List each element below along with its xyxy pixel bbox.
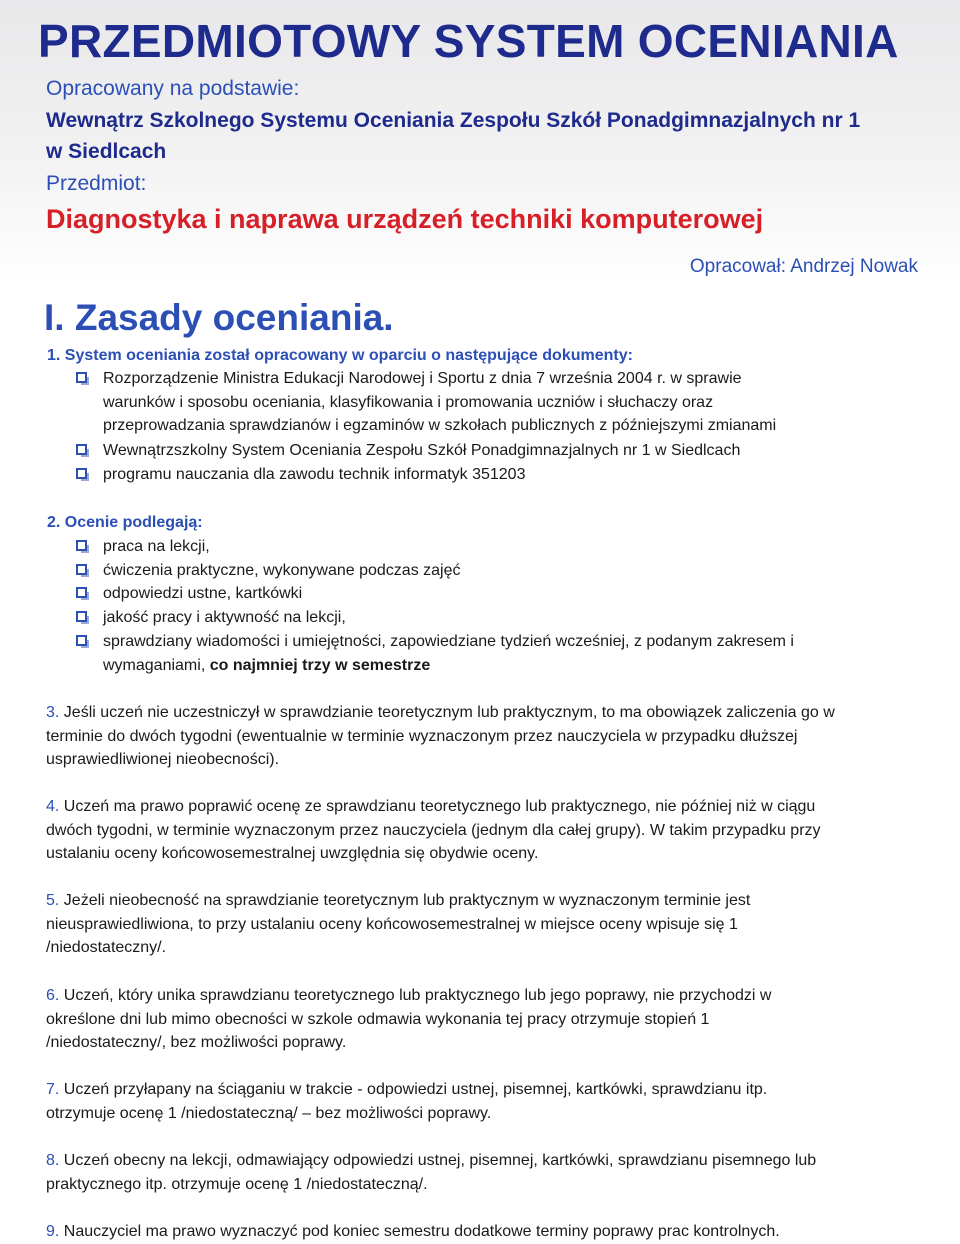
rule-line: Uczeń obecny na lekcji, odmawiający odpowiedzi ustnej, pisemnej, kartkówki, sprawdzianu pisemnego lub (63, 1152, 817, 1169)
based-on-document-line1: Wewnątrz Szkolnego Systemu Oceniania Zespołu Szkół Ponadgimnazjalnych nr 1 (46, 109, 861, 132)
rule-line: ustalaniu oceny końcowosemestralnej uwzględnia się obydwie oceny. (46, 845, 539, 862)
list-item (76, 630, 916, 678)
section-title: I. Zasady oceniania. (44, 297, 394, 338)
list-item (76, 463, 916, 487)
rule-line: Nauczyciel ma prawo wyznaczyć pod koniec semestru dodatkowe terminy poprawy prac kontrolnych. (63, 1223, 780, 1240)
rule-line: Uczeń, który unika sprawdzianu teoretycznego lub praktycznego lub jego poprawy, nie przychodzi w (63, 987, 772, 1004)
rule-line: /niedostateczny/, bez możliwości poprawy. (46, 1034, 347, 1051)
rule-line: określone dni lub mimo obecności w szkole odmawia wykonania tej pracy otrzymuje stopień 1 (46, 1010, 710, 1028)
list-item-line: warunków i sposobu oceniania, klasyfikowania i promowania uczniów i słuchaczy oraz (103, 393, 714, 411)
rule-number: 4. (46, 798, 60, 815)
list-item (76, 367, 916, 439)
checkbox-bullet-icon (76, 587, 87, 598)
rule-line: terminie do dwóch tygodni (ewentualnie w terminie wyznaczonym przez nauczyciela w przypadku dłuższej (46, 727, 798, 745)
rule-paragraph (46, 889, 926, 960)
rule-paragraph (46, 795, 926, 866)
list-item-line: programu nauczania dla zawodu technik informatyk 351203 (103, 466, 526, 483)
list-item-line: ćwiczenia praktyczne, wykonywane podczas zajęć (103, 562, 461, 579)
checkbox-bullet-icon (76, 372, 87, 383)
list-item (76, 606, 916, 630)
list-item-line: jakość pracy i aktywność na lekcji, (103, 609, 346, 626)
checkbox-bullet-icon (76, 540, 87, 551)
rule-line: Jeżeli nieobecność na sprawdzianie teoretycznym lub praktycznym w wyznaczonym terminie jest (63, 892, 751, 909)
rule-line: Uczeń przyłapany na ściąganiu w trakcie - odpowiedzi ustnej, pisemnej, kartkówki, sprawdzianu itp. (63, 1081, 768, 1098)
point2-title-text: Ocenie podlegają: (64, 514, 203, 531)
subject-name: Diagnostyka i naprawa urządzeń techniki komputerowej (46, 204, 764, 234)
list-item-line (103, 654, 913, 678)
point2-title (47, 512, 203, 534)
point1-title: 1. System oceniania został opracowany w oparciu o następujące dokumenty: (47, 347, 633, 364)
list-item (76, 559, 916, 583)
rule-paragraph (46, 1078, 926, 1125)
list-item-line: przeprowadzania sprawdzianów i egzaminów w szkołach publicznych z późniejszymi zmianami (103, 417, 777, 434)
rule-line: nieusprawiedliwiona, to przy ustalaniu oceny końcowosemestralnej w miejsce oceny wpisuje się 1 (46, 915, 738, 933)
list-item (76, 535, 916, 559)
checkbox-bullet-icon (76, 635, 87, 646)
point2-number: 2. (47, 514, 61, 531)
checkbox-bullet-icon (76, 468, 87, 479)
rule-number: 3. (46, 704, 60, 721)
rule-number: 9. (46, 1223, 60, 1240)
rule-line: Uczeń ma prawo poprawić ocenę ze sprawdzianu teoretycznego lub praktycznego, nie później niż w ciągu (63, 798, 816, 815)
list-item-line: Rozporządzenie Ministra Edukacji Narodowej i Sportu z dnia 7 września 2004 r. w sprawie (103, 370, 742, 387)
rule-line: praktycznego itp. otrzymuje ocenę 1 /niedostateczną/. (46, 1175, 428, 1193)
checkbox-bullet-icon (76, 611, 87, 622)
rule-number: 7. (46, 1081, 60, 1098)
based-on-document-line2: w Siedlcach (46, 140, 167, 163)
rule-number: 8. (46, 1152, 60, 1169)
rule-line: /niedostateczny/. (46, 939, 167, 956)
list-item-text: wymaganiami, (103, 656, 210, 674)
rule-number: 5. (46, 892, 60, 909)
rule-paragraph (46, 984, 926, 1055)
checkbox-bullet-icon (76, 444, 87, 455)
list-item (76, 582, 916, 606)
based-on-label: Opracowany na podstawie: (46, 77, 300, 100)
rule-paragraph (46, 1220, 926, 1244)
rule-paragraph (46, 701, 926, 772)
list-item (76, 439, 916, 463)
rule-number: 6. (46, 987, 60, 1004)
rule-line: usprawiedliwionej nieobecności). (46, 751, 280, 768)
rule-paragraph (46, 1149, 926, 1196)
author: Opracował: Andrzej Nowak (689, 256, 918, 277)
page-title: PRZEDMIOTOWY SYSTEM OCENIANIA (38, 15, 899, 67)
list-item-line: odpowiedzi ustne, kartkówki (103, 585, 303, 602)
rule-line: otrzymuje ocenę 1 /niedostateczną/ – bez możliwości poprawy. (46, 1104, 492, 1122)
list-item-line: Wewnątrzszkolny System Oceniania Zespołu Szkół Ponadgimnazjalnych nr 1 w Siedlcach (103, 442, 741, 459)
rule-line: Jeśli uczeń nie uczestniczył w sprawdzianie teoretycznym lub praktycznym, to ma obowiązek zaliczenia go w (63, 704, 835, 721)
list-item-line: praca na lekcji, (103, 538, 210, 555)
rule-line: dwóch tygodni, w terminie wyznaczonym przez nauczyciela (jednym dla całej grupy). W takim przypadku przy (46, 821, 821, 839)
subject-label: Przedmiot: (46, 172, 147, 195)
emphasis-text: co najmniej trzy w semestrze (209, 656, 431, 674)
list-item-line: sprawdziany wiadomości i umiejętności, zapowiedziane tydzień wcześniej, z podanym zakresem i (103, 633, 794, 650)
checkbox-bullet-icon (76, 564, 87, 575)
